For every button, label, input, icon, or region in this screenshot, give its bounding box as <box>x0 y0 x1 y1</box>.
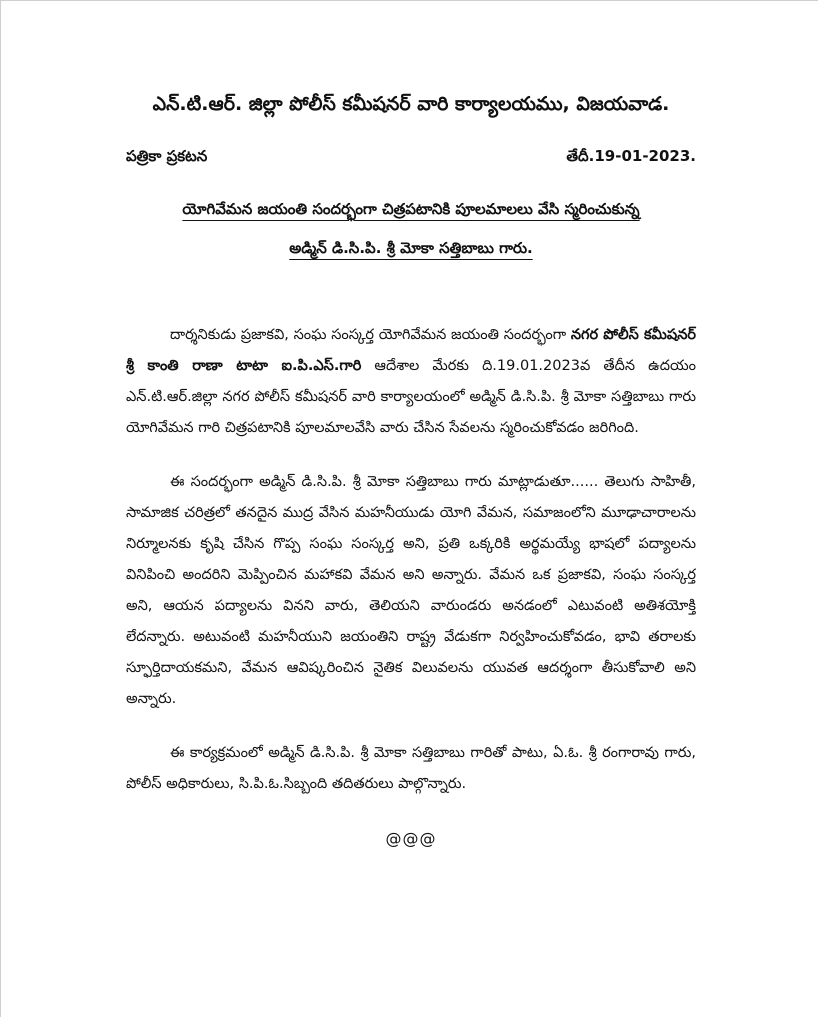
body-text <box>126 320 696 854</box>
paragraph-1-tail: ఆదేశాల మేరకు ది.19.01.2023వ తేదీన ఉదయం ఎన్.టి.ఆర్.జిల్లా నగర పోలీస్ కమీషనర్ వారి కార్యాలయంలో అడ్మిన్ డి.సి.పి. శ్రీ మోకా సత్తిబాబు గారు యోగివేమన గారి చిత్రపటానికి పూలమాలవేసి వారు చేసిన సేవలను స్మరించుకోవడం జరిగింది. <box>126 358 696 436</box>
signoff-mark: @@@ <box>385 829 437 848</box>
headline-line-1: యోగివేమన జయంతి సందర్భంగా చిత్రపటానికి పూలమాలలు వేసి స్మరించుకున్న <box>182 200 640 218</box>
release-label: పత్రికా ప్రకటన <box>126 147 208 165</box>
press-release-document <box>126 88 696 854</box>
release-date: తేదీ.19-01-2023. <box>566 147 696 165</box>
headline <box>126 190 696 268</box>
paragraph-1-lead: దార్శనికుడు ప్రజాకవి, సంఘ సంస్కర్త యోగివేమన జయంతి సందర్భంగా <box>170 327 571 343</box>
paragraph-3: ఈ కార్యక్రమంలో అడ్మిన్ డి.సి.పి. శ్రీ మోకా సత్తిబాబు గారితో పాటు, ఏ.ఓ. శ్రీ రంగారావు గారు, పోలీస్ అధికారులు, సి.పి.ఓ.సిబ్బంది తదితరులు పాల్గొన్నారు. <box>126 745 696 792</box>
page-border-top <box>0 0 818 1</box>
paragraph-1 <box>126 320 696 444</box>
office-title: ఎన్.టి.ఆర్. జిల్లా పోలీస్ కమీషనర్ వారి కార్యాలయము, విజయవాడ. <box>152 93 670 115</box>
paragraph-2: ఈ సందర్భంగా అడ్మిన్ డి.సి.పి. శ్రీ మోకా సత్తిబాబు గారు మాట్లాడుతూ...... తెలుగు సాహితీ, సామాజిక చరిత్రలో తనదైన ముద్ర వేసిన మహనీయుడు యోగి వేమన, సమాజంలోని మూఢాచారాలను నిర్మూలనకు కృషి చేసిన గొప్ప సంఘ సంస్కర్త అని, ప్రతి ఒక్కరికి అర్థమయ్యే భాషలో పద్యాలను వినిపించి అందరిని మెప్పించిన మహాకవి వేమన అని అన్నారు. వేమన ఒక ప్రజాకవి, సంఘ సంస్కర్త అని, ఆయన పద్యాలను వినని వారు, తెలియని వారుండరు అనడంలో ఎటువంటి అతిశయోక్తి లేదన్నారు. అటువంటి మహనీయుని జయంతిని రాష్ట్ర వేడుకగా నిర్వహించుకోవడం, భావి తరాలకు స్ఫూర్తిదాయకమని, వేమన ఆవిష్కరించిన నైతిక విలువలను యువత ఆదర్శంగా తీసుకోవాలి అని అన్నారు. <box>126 474 696 707</box>
headline-line-2: అడ్మిన్ డి.సి.పి. శ్రీ మోకా సత్తిబాబు గారు. <box>289 239 533 257</box>
meta-row <box>126 144 696 168</box>
page-border-left <box>0 0 1 1017</box>
paragraph-1-bold: నగర పోలీస్ కమీషనర్ శ్రీ కాంతి రాణా టాటా ఐ.పి.ఎస్.గారి <box>126 327 696 374</box>
